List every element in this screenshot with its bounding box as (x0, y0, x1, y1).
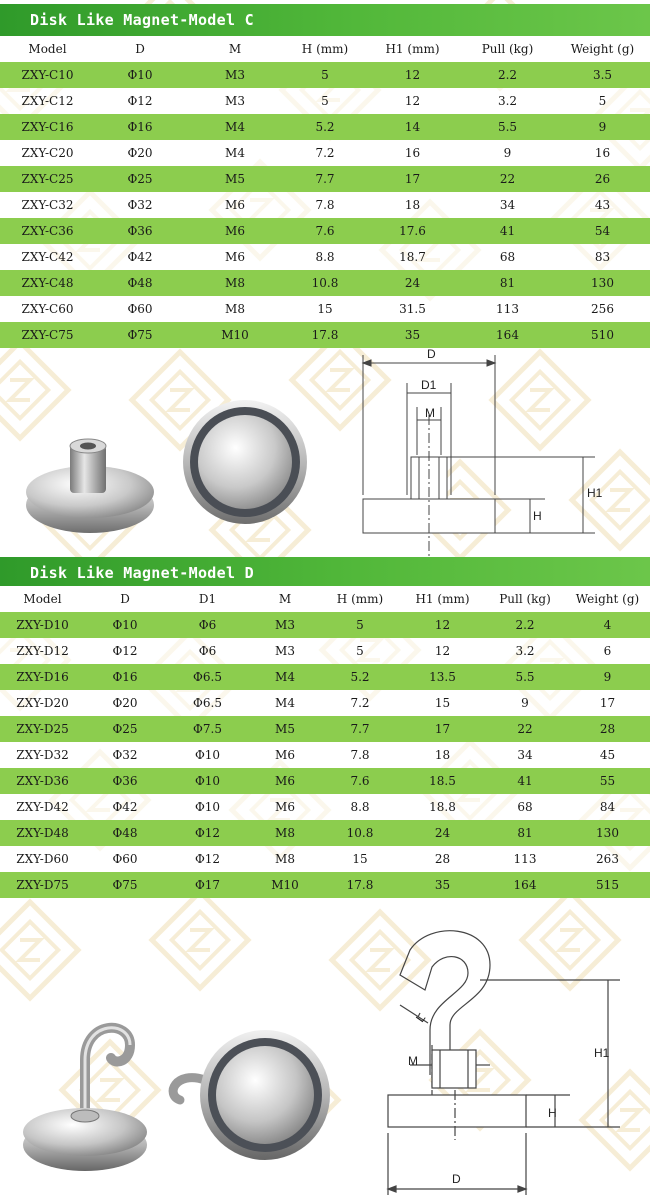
table-cell: 3.2 (497, 94, 518, 108)
column-header: M (278, 592, 292, 606)
dimension-label-d1: D1 (421, 378, 437, 392)
table-row (0, 296, 650, 322)
table-cell: 9 (503, 146, 512, 160)
magnet-face-view-photo (183, 400, 307, 524)
table-cell: M6 (225, 224, 245, 238)
table-cell: M6 (275, 748, 295, 762)
table-cell: Φ36 (127, 224, 153, 238)
table-cell: 55 (599, 774, 616, 788)
table-cell: 22 (499, 172, 516, 186)
dimension-label-l: L (412, 1011, 429, 1025)
table-cell: ZXY-C25 (21, 172, 74, 186)
table-cell: Φ10 (194, 748, 221, 762)
table-cell: 16 (404, 146, 421, 160)
table-cell: 3.5 (592, 68, 613, 82)
table-row (0, 846, 650, 872)
table-cell: M5 (225, 172, 245, 186)
model-d-product-photo (15, 1000, 345, 1180)
table-cell: M4 (275, 670, 295, 684)
magnet-side-view-photo (26, 439, 154, 533)
table-row (0, 690, 650, 716)
table-cell: ZXY-C20 (21, 146, 74, 160)
table-cell: ZXY-C60 (21, 302, 74, 316)
column-header: D (120, 592, 130, 606)
table-cell: 256 (591, 302, 614, 316)
table-cell: Φ16 (112, 670, 138, 684)
model-d-title: Disk Like Magnet-Model D (30, 564, 254, 582)
model-d-title-bar (0, 557, 650, 589)
table-cell: Φ75 (112, 878, 138, 892)
table-cell: M3 (275, 618, 295, 632)
dimension-label-h1: H1 (587, 486, 603, 500)
table-cell: 18 (404, 198, 421, 212)
table-cell: ZXY-C10 (21, 68, 74, 82)
table-cell: 4 (603, 618, 612, 632)
table-cell: Φ20 (127, 146, 153, 160)
table-cell: 28 (434, 852, 451, 866)
table-cell: 7.6 (315, 224, 335, 238)
table-cell: M3 (225, 94, 245, 108)
table-cell: 5 (356, 618, 364, 632)
table-cell: 17 (434, 722, 451, 736)
column-header: Weight (g) (575, 592, 640, 606)
table-cell: 7.7 (350, 722, 370, 736)
column-header: Model (28, 42, 67, 56)
table-cell: M6 (275, 774, 295, 788)
table-cell: 16 (594, 146, 611, 160)
table-cell: 12 (434, 618, 451, 632)
table-cell: Φ10 (194, 800, 221, 814)
table-cell: M6 (225, 250, 245, 264)
dimension-label-m: M (425, 406, 435, 420)
table-cell: 113 (496, 302, 519, 316)
table-cell: M5 (275, 722, 295, 736)
column-header: M (228, 42, 242, 56)
table-cell: ZXY-D36 (16, 774, 69, 788)
table-cell: Φ12 (194, 852, 221, 866)
column-header: Pull (kg) (481, 42, 534, 56)
table-cell: 510 (591, 328, 614, 342)
column-header: Model (23, 592, 62, 606)
dimension-label-h: H (548, 1106, 557, 1120)
dimension-label-d: D (452, 1172, 461, 1186)
table-cell: ZXY-C12 (21, 94, 74, 108)
table-cell: 263 (596, 852, 619, 866)
model-d-technical-drawing (370, 905, 630, 1200)
table-cell: Φ42 (112, 800, 138, 814)
table-cell: 24 (434, 826, 451, 840)
column-header: H1 (mm) (415, 592, 470, 606)
table-cell: M4 (275, 696, 295, 710)
table-cell: 5.2 (350, 670, 370, 684)
hook-magnet-side-photo (23, 1028, 147, 1171)
table-row (0, 270, 650, 296)
table-cell: 10.8 (346, 826, 374, 840)
table-cell: 7.6 (350, 774, 370, 788)
table-cell: ZXY-D60 (16, 852, 69, 866)
table-cell: Φ48 (112, 826, 138, 840)
dimension-label-m: M (408, 1054, 418, 1068)
table-cell: Φ48 (127, 276, 153, 290)
table-cell: M8 (275, 852, 295, 866)
table-cell: Φ12 (127, 94, 153, 108)
table-cell: ZXY-C16 (21, 120, 74, 134)
table-cell: ZXY-C75 (21, 328, 74, 342)
table-cell: M6 (275, 800, 295, 814)
table-row (0, 872, 650, 898)
table-cell: 81 (499, 276, 516, 290)
table-cell: 34 (517, 748, 533, 762)
table-cell: 7.8 (315, 198, 335, 212)
table-cell: Φ32 (112, 748, 138, 762)
table-cell: 17.8 (311, 328, 339, 342)
table-cell: 15 (434, 696, 451, 710)
table-cell: M6 (225, 198, 245, 212)
table-cell: ZXY-D42 (16, 800, 69, 814)
table-row (0, 62, 650, 88)
table-row (0, 716, 650, 742)
table-cell: 24 (404, 276, 421, 290)
table-cell: Φ32 (127, 198, 153, 212)
table-cell: ZXY-D25 (16, 722, 69, 736)
table-cell: ZXY-D20 (16, 696, 69, 710)
table-cell: 7.7 (315, 172, 335, 186)
table-cell: 35 (434, 878, 451, 892)
table-cell: 3.2 (515, 644, 535, 658)
table-cell: M8 (275, 826, 295, 840)
table-cell: 12 (434, 644, 451, 658)
table-cell: ZXY-D75 (16, 878, 69, 892)
table-cell: Φ36 (112, 774, 138, 788)
table-cell: 28 (599, 722, 616, 736)
table-cell: ZXY-D16 (16, 670, 69, 684)
table-cell: 41 (517, 774, 533, 788)
table-cell: 17 (599, 696, 616, 710)
column-header: H (mm) (301, 42, 349, 56)
table-cell: ZXY-D12 (16, 644, 69, 658)
table-cell: M3 (275, 644, 295, 658)
model-c-title-bar (0, 4, 650, 36)
table-header-row (0, 586, 650, 612)
table-cell: ZXY-C32 (21, 198, 74, 212)
table-cell: 15 (317, 302, 333, 316)
table-cell: 14 (404, 120, 421, 134)
table-cell: ZXY-C36 (21, 224, 74, 238)
hook-magnet-back-photo (173, 1030, 330, 1160)
table-cell: Φ6.5 (193, 696, 222, 710)
table-cell: 18.7 (399, 250, 426, 264)
table-row (0, 820, 650, 846)
table-cell: 515 (596, 878, 619, 892)
column-header: D1 (198, 592, 217, 606)
table-cell: 2.2 (497, 68, 518, 82)
table-cell: 54 (594, 224, 611, 238)
table-row (0, 192, 650, 218)
table-cell: M4 (225, 146, 245, 160)
column-header: D (135, 42, 145, 56)
table-cell: ZXY-C42 (21, 250, 74, 264)
table-cell: M10 (271, 878, 299, 892)
table-cell: Φ12 (112, 644, 138, 658)
table-cell: Φ75 (127, 328, 153, 342)
table-cell: Φ6.5 (193, 670, 222, 684)
table-cell: 7.2 (350, 696, 370, 710)
table-cell: ZXY-D32 (16, 748, 69, 762)
model-d-spec-table (0, 586, 650, 898)
table-row (0, 88, 650, 114)
table-cell: 164 (496, 328, 519, 342)
model-c-title: Disk Like Magnet-Model C (30, 11, 254, 29)
table-cell: 8.8 (315, 250, 335, 264)
table-cell: 5.5 (515, 670, 535, 684)
table-cell: 9 (598, 120, 607, 134)
table-cell: 5 (356, 644, 364, 658)
column-header: H1 (mm) (385, 42, 440, 56)
table-cell: ZXY-D10 (16, 618, 69, 632)
table-cell: 13.5 (429, 670, 456, 684)
table-cell: M8 (225, 302, 245, 316)
table-cell: Φ12 (194, 826, 221, 840)
column-header: Weight (g) (570, 42, 635, 56)
dimension-label-d: D (427, 347, 436, 361)
table-cell: 9 (521, 696, 529, 710)
table-cell: Φ25 (112, 722, 138, 736)
table-cell: 5 (321, 68, 329, 82)
table-cell: 6 (603, 644, 612, 658)
table-row (0, 166, 650, 192)
table-cell: 68 (499, 250, 516, 264)
table-cell: 164 (513, 878, 537, 892)
table-cell: 8.8 (350, 800, 370, 814)
model-c-technical-drawing (355, 345, 625, 560)
table-cell: Φ10 (127, 68, 153, 82)
table-cell: M10 (221, 328, 249, 342)
column-header: H (mm) (336, 592, 384, 606)
table-cell: Φ20 (112, 696, 138, 710)
table-cell: Φ60 (112, 852, 138, 866)
table-cell: 68 (517, 800, 533, 814)
table-row (0, 638, 650, 664)
table-cell: 7.8 (350, 748, 370, 762)
table-row (0, 612, 650, 638)
table-cell: Φ10 (112, 618, 138, 632)
table-cell: 43 (594, 198, 611, 212)
table-cell: 2.2 (515, 618, 535, 632)
table-row (0, 742, 650, 768)
table-cell: Φ25 (127, 172, 153, 186)
table-row (0, 140, 650, 166)
table-cell: 113 (513, 852, 537, 866)
table-cell: Φ16 (127, 120, 153, 134)
table-cell: 5.2 (315, 120, 335, 134)
table-cell: Φ6 (198, 644, 217, 658)
table-row (0, 114, 650, 140)
dimension-label-h: H (533, 509, 542, 523)
table-cell: 17 (404, 172, 421, 186)
table-cell: 18.5 (429, 774, 456, 788)
table-cell: 34 (499, 198, 516, 212)
table-cell: 17.6 (399, 224, 426, 238)
table-cell: 22 (517, 722, 533, 736)
table-row (0, 768, 650, 794)
table-cell: Φ10 (194, 774, 221, 788)
table-cell: 84 (599, 800, 616, 814)
table-cell: 5.5 (497, 120, 518, 134)
table-cell: Φ7.5 (193, 722, 222, 736)
model-c-spec-table (0, 36, 650, 348)
table-row (0, 664, 650, 690)
table-cell: M8 (225, 276, 245, 290)
table-row (0, 794, 650, 820)
table-cell: Φ17 (194, 878, 221, 892)
dimension-label-h1: H1 (594, 1046, 610, 1060)
table-cell: 9 (603, 670, 612, 684)
table-cell: M3 (225, 68, 245, 82)
table-cell: 35 (404, 328, 421, 342)
table-cell: Φ60 (127, 302, 153, 316)
table-cell: 10.8 (311, 276, 339, 290)
table-cell: 5 (598, 94, 607, 108)
table-cell: 18 (434, 748, 451, 762)
table-cell: M4 (225, 120, 245, 134)
table-cell: 5 (321, 94, 329, 108)
table-cell: 31.5 (399, 302, 426, 316)
table-cell: 12 (404, 94, 421, 108)
table-cell: 17.8 (346, 878, 374, 892)
table-cell: 83 (594, 250, 611, 264)
table-cell: 130 (596, 826, 619, 840)
table-row (0, 218, 650, 244)
table-cell: ZXY-D48 (16, 826, 69, 840)
table-cell: 41 (499, 224, 516, 238)
table-cell: 81 (517, 826, 533, 840)
table-cell: Φ42 (127, 250, 153, 264)
table-cell: 12 (404, 68, 421, 82)
table-header-row (0, 36, 650, 62)
table-cell: 15 (352, 852, 368, 866)
table-cell: 18.8 (429, 800, 456, 814)
table-cell: 7.2 (315, 146, 335, 160)
model-c-product-photo (20, 400, 340, 545)
table-cell: 26 (594, 172, 611, 186)
table-cell: ZXY-C48 (21, 276, 74, 290)
table-row (0, 244, 650, 270)
table-cell: 130 (591, 276, 614, 290)
table-cell: Φ6 (198, 618, 217, 632)
table-cell: 45 (599, 748, 616, 762)
column-header: Pull (kg) (499, 592, 551, 606)
